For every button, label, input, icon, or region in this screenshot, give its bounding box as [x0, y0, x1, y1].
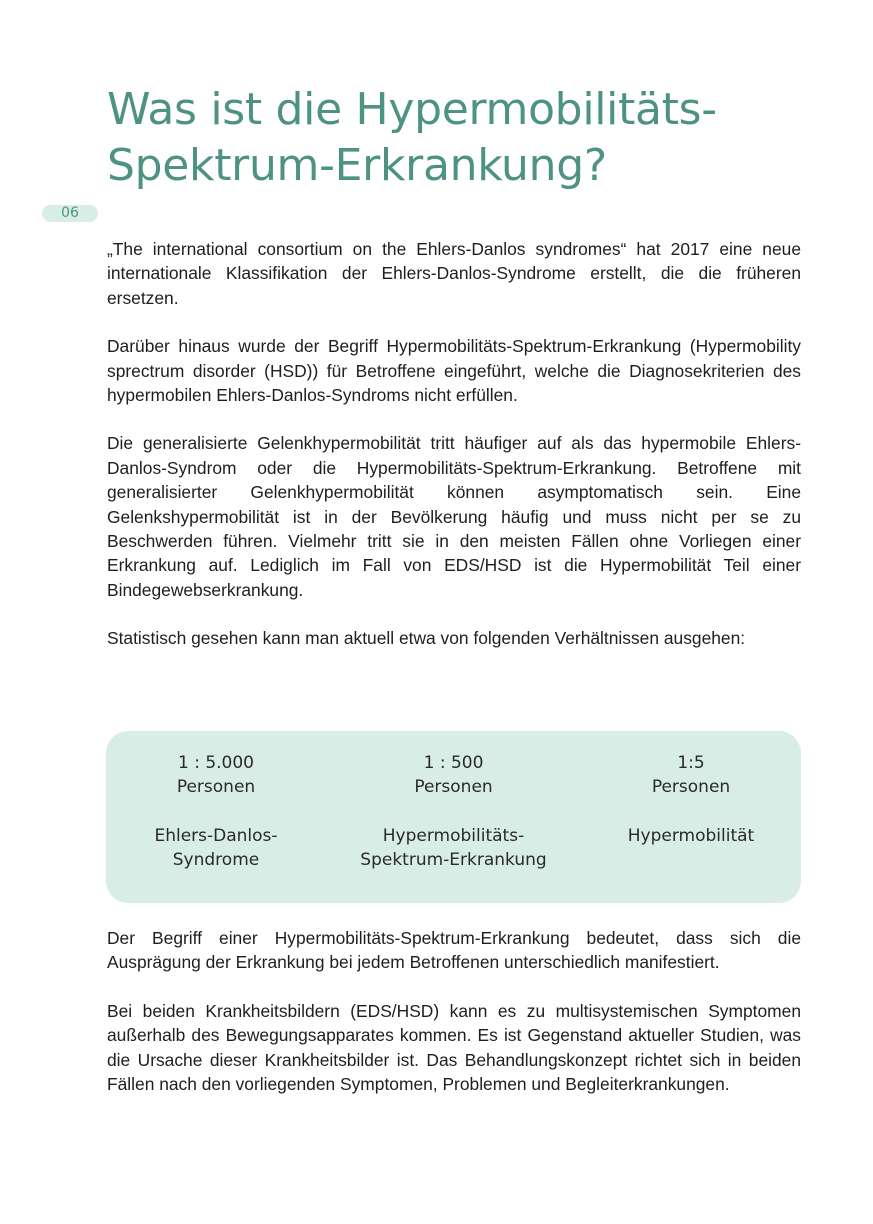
statistics-box: [106, 731, 801, 903]
stat-label: [106, 824, 326, 872]
stat-hypermobility: [581, 731, 801, 903]
paragraph-hsd-definition: Darüber hinaus wurde der Begriff Hypermobilitäts-Spektrum-Erkrankung (Hypermobility sprectrum disorder (HSD)) für Betroffene eingeführt, welche die Diagnosekriterien des hypermobilen Ehlers-Danlos-Syndroms nicht erfüllen.: [107, 336, 801, 406]
stat-hsd: [326, 731, 581, 903]
paragraph-classification: „The international consortium on the Ehlers-Danlos syndromes“ hat 2017 eine neue internationale Klassifikation der Ehlers-Danlos-Syndrome erstellt, die die früheren ersetzen.: [107, 239, 801, 308]
page-number-badge: 06: [42, 205, 98, 222]
paragraph-multisystemic: Bei beiden Krankheitsbildern (EDS/HSD) kann es zu multisystemischen Symptomen außerhalb des Bewegungsapparates kommen. Es ist Gegenstand aktueller Studien, was die Ursache dieser Krankheitsbilder ist. Das Behandlungskonzept richtet sich in beiden Fällen nach den vorliegenden Symptomen, Problemen und Begleiterkrankungen.: [107, 1000, 801, 1095]
stat-unit: Personen: [651, 777, 731, 797]
page-title-line-2: Spektrum-Erkrankung?: [107, 140, 607, 191]
stat-ratio: 1 : 500: [423, 753, 484, 773]
stat-label-line-1: Hypermobilitäts-: [382, 826, 525, 846]
paragraph-statistics-intro: Statistisch gesehen kann man aktuell etwa von folgenden Verhältnissen ausgehen:: [107, 628, 746, 649]
intro-text-block: [107, 237, 801, 651]
page-title-line-1: Was ist die Hypermobilitäts-: [107, 84, 717, 135]
page-title: [107, 82, 827, 194]
stat-label-line-1: Hypermobilität: [627, 826, 755, 846]
stat-eds: [106, 731, 326, 903]
stat-unit: Personen: [176, 777, 256, 797]
stat-label: [326, 824, 581, 872]
conclusion-text-block: [107, 926, 801, 1096]
stat-label-line-2: Spektrum-Erkrankung: [360, 850, 547, 870]
stat-ratio: 1 : 5.000: [177, 753, 255, 773]
stat-unit: Personen: [414, 777, 493, 797]
stat-label-line-1: Ehlers-Danlos-: [154, 826, 278, 846]
stat-ratio: 1:5: [677, 753, 705, 773]
stat-label-line-2: Syndrome: [172, 850, 260, 870]
paragraph-hypermobility: Die generalisierte Gelenkhypermobilität tritt häufiger auf als das hypermobile Ehlers-Danlos-Syndrom oder die Hypermobilitäts-Spektrum-Erkrankung. Betroffene mit generalisierter Gelenkhypermobilität können asymptomatisch sein. Eine Gelenkshypermobilität ist in der Bevölkerung häufig und muss nicht per se zu Beschwerden führen. Vielmehr tritt sie in den meisten Fällen ohne Vorliegen einer Erkrankung auf. Lediglich im Fall von EDS/HSD ist die Hypermobilität Teil einer Bindegewebserkrankung.: [107, 433, 801, 600]
paragraph-hsd-meaning: Der Begriff einer Hypermobilitäts-Spektrum-Erkrankung bedeutet, dass sich die Ausprägung der Erkrankung bei jedem Betroffenen unterschiedlich manifestiert.: [107, 928, 801, 973]
stat-label: [581, 824, 801, 848]
